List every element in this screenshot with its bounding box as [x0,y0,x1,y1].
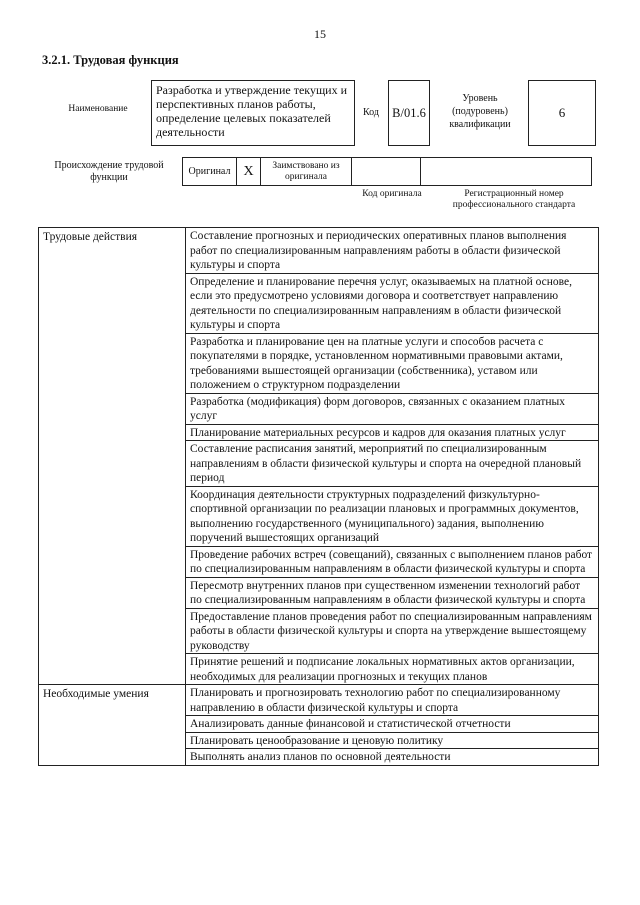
labor-actions-item: Определение и планирование перечня услуг, оказываемых на платной основе, если это предусмотрено условиями договора и соответствует направлению деятельности по специализированным направлениям в области физической культуры и спорта [186,273,599,333]
labor-actions-item: Пересмотр внутренних планов при существенном изменении технологий работ по специализированным направлениям в области физической культуры и спорта [186,577,599,608]
original-code-cell [351,157,421,186]
labor-actions-item: Планирование материальных ресурсов и кадров для оказания платных услуг [186,424,599,441]
table-row [39,228,599,274]
origin-label: Происхождение трудовой функции [54,160,164,183]
reg-number-caption: Регистрационный номер профессионального стандарта [452,189,576,210]
function-code-box: B/01.6 [388,80,430,146]
labor-actions-item: Принятие решений и подписание локальных нормативных актов организации, необходимых для реализации прогнозных и текущих планов [186,654,599,685]
required-skills-item: Планировать и прогнозировать технологию работ по специализированному направлению в области физической культуры и спорта [186,685,599,716]
labor-actions-item: Проведение рабочих встреч (совещаний), связанных с выполнением планов работ по специализированным направлениям в области физической культуры и спорта [186,546,599,577]
required-skills-label: Необходимые умения [39,685,186,766]
required-skills-item: Анализировать данные финансовой и статистической отчетности [186,716,599,733]
code-label: Код [363,107,379,118]
borrowed-label: Заимствовано из оригинала [260,157,352,186]
labor-actions-item: Составление расписания занятий, мероприятий по специализированным направлениям в области физической культуры и спорта на очередной плановый период [186,441,599,487]
labor-actions-label: Трудовые действия [39,228,186,685]
labor-actions-item: Разработка и планирование цен на платные услуги и способов расчета с покупателями в порядке, установленном нормативными правовыми актами, требованиями вышестоящей организации (собственника), уставом или положением о структурном подразделении [186,333,599,393]
origin-row [183,157,597,186]
labor-actions-item: Разработка (модификация) форм договоров, связанных с оказанием платных услуг [186,393,599,424]
name-label: Наименование [68,104,128,114]
labor-actions-item: Координация деятельности структурных подразделений физкультурно-спортивной организации по реализации плановых и программных документов, выполнению государственного (муниципального) задания, выполнению поручений вышестоящих организаций [186,486,599,546]
function-details-table [38,227,599,766]
qualification-level-label: Уровень (подуровень) квалификации [449,93,511,130]
original-mark: X [236,157,261,186]
table-row [39,685,599,716]
function-name-box: Разработка и утверждение текущих и перспективных планов работы, определение целевых показателей деятельности [151,80,355,146]
labor-actions-item: Составление прогнозных и периодических оперативных планов выполнения работ по специализированным направлениям работы в области физической культуры и спорта [186,228,599,274]
original-label: Оригинал [182,157,237,186]
page-number: 15 [314,27,326,41]
labor-actions-item: Предоставление планов проведения работ по специализированным направлениям работы в области физической культуры и спорта на утверждение вышестоящему руководству [186,608,599,654]
required-skills-item: Планировать ценообразование и ценовую политику [186,732,599,749]
required-skills-item: Выполнять анализ планов по основной деятельности [186,749,599,766]
qualification-level-box: 6 [528,80,596,146]
code-original-caption: Код оригинала [362,189,422,199]
reg-number-cell [420,157,592,186]
section-title: 3.2.1. Трудовая функция [42,53,179,67]
